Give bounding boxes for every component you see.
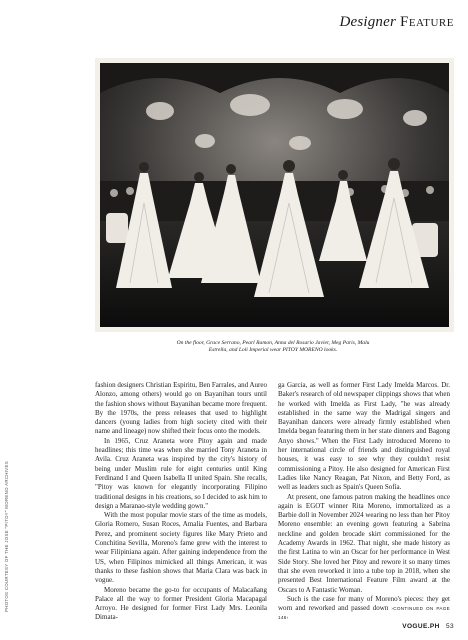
article-paragraph: Moreno became the go-to for occupants of Malacañang Palace all the way to former President Gloria Macapagal Arroyo. He designed for former First Lady Mrs. Leonila Dimata- [95, 585, 267, 622]
article-column-right [278, 381, 450, 623]
fashion-show-photo [95, 58, 454, 332]
photo-caption: On the floor, Grace Serrano, Pearl Ramon, Anna del Rosario Javier, Meg Paris, Malu Estrella, and Loli Imperial wear PITOY MORENO looks. [176, 340, 370, 354]
article-paragraph-text: Such is the case for many of Moreno's pieces: they get worn and reworked and passed down [278, 594, 450, 613]
page-footer [402, 623, 454, 630]
article-paragraph: fashion designers Christian Espiritu, Ben Farrales, and Aureo Alonzo, among others) would go on Bayanihan tours until the fashion shows without Bayanihan became more frequent. By the 1970s, the press releases that used to highlight dancers (young ladies from high society cited with their name and lineage) now shifted their focus onto the models. [95, 381, 267, 436]
section-header-lead: Designer [339, 14, 397, 30]
article-column-left [95, 381, 267, 623]
article-paragraph: ga Garcia, as well as former First Lady Imelda Marcos. Dr. Baker's research of old newspaper clippings shows that when he worked with Imelda as First Lady, "he was already established in the same way the Madrigal singers and Bayanihan dancers were already firmly established when Imelda began featuring them in her state dinners and Bagong Anyo shows." When the First Lady introduced Moreno to her international circle of friends and distinguished royal houses, it was easy to see why they couldn't resist commissioning a Pitoy. He also designed for American First Ladies like Nancy Reagan, Pat Nixon, and Betty Ford, as well as leaders such as Spain's Queen Sofía. [278, 381, 450, 492]
article-paragraph: At present, one famous patron making the headlines once again is EGOT winner Rita Moreno, immortalized as a Barbie doll in November 2024 wearing no less than her Pitoy Moreno ensemble: an evening gown featuring a Sabrina neckline and golden brocade skirt commissioned for the Academy Awards in 1962. That night, she made history as the first Latina to win an Oscar for her performance in West Side Story. She loved her Pitoy and rewore it so many times that she even reworked it into a tube top in 2018, when she presented Best International Feature Film award at the Oscars to A Fantastic Woman. [278, 492, 450, 594]
section-header [339, 14, 454, 31]
publication-name: VOGUE.PH [402, 623, 440, 630]
continued-on-page-link[interactable]: ›CONTINUED ON PAGE 146› [278, 606, 451, 621]
article-paragraph: In 1965, Cruz Araneta wore Pitoy again and made headlines; this time was when she married Tony Araneta in Avila. Cruz Araneta was inspired by the city's history of being under Muslim rule for eight centuries until King Ferdinand I and Queen Isabella II united Spain. She recalls, "Pitoy was known for elegantly incorporating Filipino traditional designs in his creations, so I decided to ask him to design a Maranao-style wedding gown." [95, 436, 267, 510]
article-paragraph [278, 595, 450, 623]
section-header-main: Feature [399, 14, 454, 30]
photo-credit: PHOTOS COURTESY OF THE JOSE "PITOY" MORENO ARCHIVES [4, 461, 9, 612]
page-number: 53 [445, 623, 454, 630]
article-paragraph: With the most popular movie stars of the time as models, Gloria Romero, Susan Roces, Amalia Fuentes, and Barbara Perez, and prominent society figures like Mary Prieto and Conchitina Sevilla, Moreno's fame grew with the interest to wear Filipiniana again. After gaining independence from the US, when Filipinos mimicked all things American, it was thanks to these fashion shows that Maria Clara was back in vogue. [95, 511, 267, 585]
black-and-white-fashion-show-photo-icon [100, 63, 449, 327]
